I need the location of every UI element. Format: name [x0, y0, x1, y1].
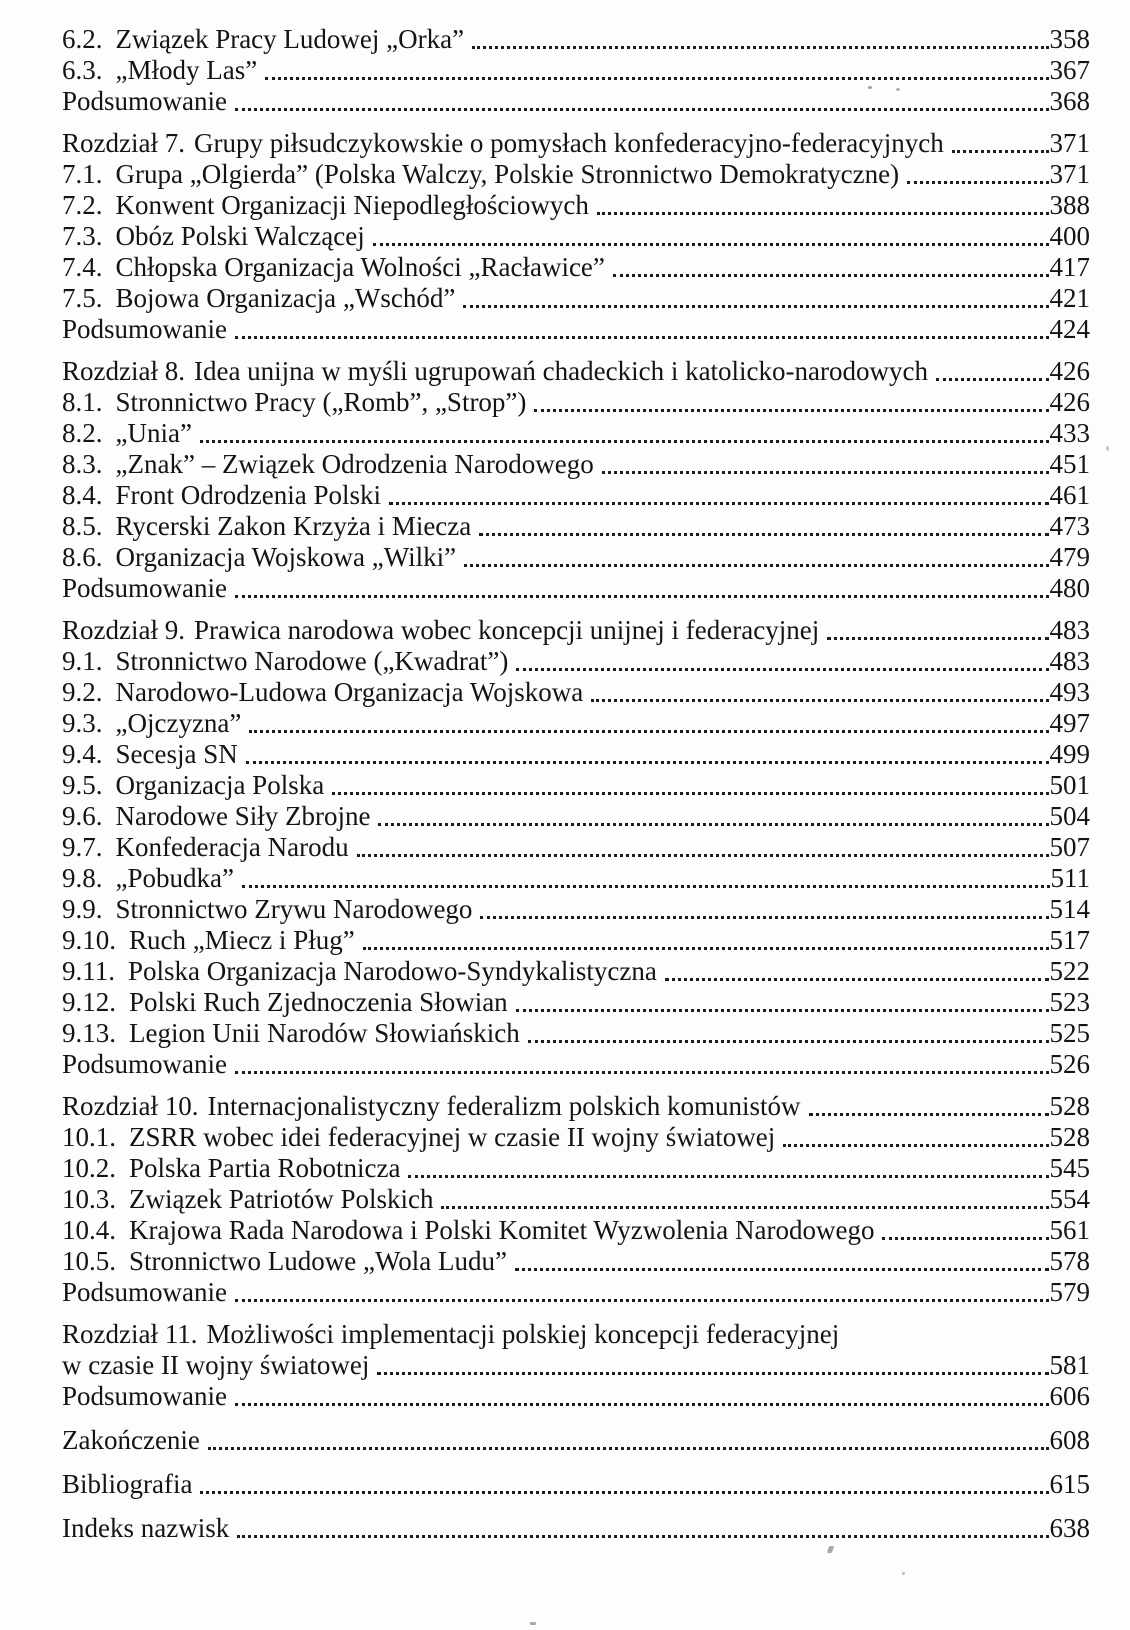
- page-number: 451: [1049, 449, 1090, 479]
- section-number: 10.2.: [62, 1153, 116, 1183]
- section-number: 9.4.: [62, 739, 103, 769]
- scan-artifact: [902, 1572, 905, 1575]
- dot-leader: [265, 77, 1048, 80]
- dot-leader: [235, 595, 1049, 598]
- toc-entry: [62, 987, 1090, 1018]
- page-number: 426: [1049, 387, 1090, 417]
- dot-leader: [378, 823, 1048, 826]
- page-number: 367: [1049, 55, 1090, 85]
- scan-artifact: [896, 88, 900, 91]
- toc-entry: [62, 956, 1090, 987]
- section-number: 9.5.: [62, 770, 103, 800]
- entry-title: Secesja SN: [115, 739, 238, 769]
- toc-entry: [62, 832, 1090, 863]
- entry-title: ZSRR wobec idei federacyjnej w czasie II wojny światowej: [129, 1122, 776, 1152]
- page-number: 525: [1049, 1018, 1090, 1048]
- entry-title: Możliwości implementacji polskiej koncepcji federacyjnej: [206, 1319, 840, 1349]
- entry-title: „Znak” – Związek Odrodzenia Narodowego: [115, 449, 594, 479]
- dot-leader: [377, 1372, 1048, 1375]
- entry-title: Stronnictwo Narodowe („Kwadrat”): [115, 646, 509, 676]
- page-number: 504: [1049, 801, 1090, 831]
- section-number: 10.4.: [62, 1215, 116, 1245]
- dot-leader: [408, 1175, 1048, 1178]
- page-number: 358: [1049, 24, 1090, 54]
- entry-title: Organizacja Wojskowa „Wilki”: [115, 542, 457, 572]
- section-number: 7.5.: [62, 283, 103, 313]
- entry-title: Zakończenie: [62, 1425, 200, 1455]
- section-number: 7.3.: [62, 221, 103, 251]
- toc-list: [62, 24, 1090, 1544]
- page-number: 421: [1049, 283, 1090, 313]
- toc-entry: [62, 739, 1090, 770]
- section-number: 9.11.: [62, 956, 115, 986]
- dot-leader: [208, 1447, 1049, 1450]
- dot-leader: [472, 46, 1048, 49]
- entry-title: Idea unijna w myśli ugrupowań chadeckich i katolicko-narodowych: [193, 356, 928, 386]
- toc-entry: [62, 1469, 1090, 1500]
- entry-title: Chłopska Organizacja Wolności „Racławice”: [115, 252, 605, 282]
- dot-leader: [200, 440, 1049, 443]
- entry-title: Narodowe Siły Zbrojne: [115, 801, 371, 831]
- toc-entry: [62, 128, 1090, 159]
- page-number: 545: [1049, 1153, 1090, 1183]
- page-number: 606: [1049, 1381, 1090, 1411]
- section-number: 8.4.: [62, 480, 103, 510]
- page-number: 514: [1049, 894, 1090, 924]
- entry-title: Bibliografia: [62, 1469, 193, 1499]
- page-number: 507: [1049, 832, 1090, 862]
- toc-entry: [62, 511, 1090, 542]
- entry-title: Stronnictwo Ludowe „Wola Ludu”: [129, 1246, 507, 1276]
- page-number: 517: [1049, 925, 1090, 955]
- entry-title: „Ojczyzna”: [115, 708, 242, 738]
- toc-entry: [62, 646, 1090, 677]
- dot-leader: [463, 305, 1048, 308]
- toc-entry: [62, 1122, 1090, 1153]
- dot-leader: [882, 1237, 1048, 1240]
- section-number: 6.2.: [62, 24, 103, 54]
- entry-title: Indeks nazwisk: [62, 1513, 230, 1543]
- dot-leader: [480, 916, 1048, 919]
- section-number: 7.1.: [62, 159, 103, 189]
- chapter-number: Rozdział 11.: [62, 1319, 198, 1349]
- dot-leader: [246, 761, 1049, 764]
- section-number: 9.6.: [62, 801, 103, 831]
- chapter-number: Rozdział 10.: [62, 1091, 199, 1121]
- entry-title: Konwent Organizacji Niepodległościowych: [115, 190, 589, 220]
- page-number: 461: [1049, 480, 1090, 510]
- entry-title: Organizacja Polska: [115, 770, 325, 800]
- scan-artifact: [530, 1622, 536, 1625]
- page-number: 368: [1049, 86, 1090, 116]
- page-number: 480: [1049, 573, 1090, 603]
- section-number: 9.12.: [62, 987, 116, 1017]
- section-number: 10.1.: [62, 1122, 116, 1152]
- dot-leader: [235, 1071, 1049, 1074]
- entry-title: Front Odrodzenia Polski: [115, 480, 381, 510]
- dot-leader: [602, 471, 1049, 474]
- entry-title: Polski Ruch Zjednoczenia Słowian: [129, 987, 508, 1017]
- toc-entry: [62, 55, 1090, 86]
- dot-leader: [907, 181, 1048, 184]
- entry-title: Bojowa Organizacja „Wschód”: [115, 283, 456, 313]
- toc-entry: [62, 283, 1090, 314]
- toc-entry: [62, 894, 1090, 925]
- section-number: 9.13.: [62, 1018, 116, 1048]
- page-number: 528: [1049, 1091, 1090, 1121]
- entry-title: Polska Partia Robotnicza: [129, 1153, 401, 1183]
- entry-title: Legion Unii Narodów Słowiańskich: [129, 1018, 520, 1048]
- toc-entry: [62, 1049, 1090, 1080]
- page-number: 400: [1049, 221, 1090, 251]
- entry-title: „Młody Las”: [115, 55, 258, 85]
- page-number: 638: [1049, 1513, 1090, 1543]
- page-number: 426: [1049, 356, 1090, 386]
- page-number: 417: [1049, 252, 1090, 282]
- entry-title: Podsumowanie: [62, 86, 227, 116]
- section-number: 9.9.: [62, 894, 103, 924]
- chapter-number: Rozdział 7.: [62, 128, 185, 158]
- dot-leader: [783, 1144, 1048, 1147]
- toc-entry: [62, 677, 1090, 708]
- section-number: 9.2.: [62, 677, 103, 707]
- page-number: 554: [1049, 1184, 1090, 1214]
- dot-leader: [479, 533, 1048, 536]
- scan-artifact: [827, 1546, 835, 1553]
- section-number: 10.3.: [62, 1184, 116, 1214]
- toc-entry: [62, 1350, 1090, 1381]
- page-number: 499: [1049, 739, 1090, 769]
- toc-entry: [62, 708, 1090, 739]
- toc-entry: [62, 24, 1090, 55]
- dot-leader: [534, 409, 1048, 412]
- dot-leader: [235, 1299, 1049, 1302]
- page-number: 501: [1049, 770, 1090, 800]
- toc-entry: [62, 1319, 1090, 1350]
- section-number: 7.4.: [62, 252, 103, 282]
- dot-leader: [235, 336, 1049, 339]
- page-number: 371: [1049, 159, 1090, 189]
- dot-leader: [235, 1403, 1049, 1406]
- section-number: 8.3.: [62, 449, 103, 479]
- page-number: 561: [1049, 1215, 1090, 1245]
- toc-entry: [62, 1277, 1090, 1308]
- section-number: 9.8.: [62, 863, 103, 893]
- page-number: 433: [1049, 418, 1090, 448]
- entry-title: Podsumowanie: [62, 1049, 227, 1079]
- page-number: 473: [1049, 511, 1090, 541]
- entry-title: Grupa „Olgierda” (Polska Walczy, Polskie Stronnictwo Demokratyczne): [115, 159, 900, 189]
- toc-entry: [62, 1184, 1090, 1215]
- page-number: 424: [1049, 314, 1090, 344]
- toc-entry: [62, 542, 1090, 573]
- dot-leader: [249, 730, 1048, 733]
- page-number: 497: [1049, 708, 1090, 738]
- toc-entry: [62, 1246, 1090, 1277]
- page-number: 522: [1049, 956, 1090, 986]
- toc-entry: [62, 1091, 1090, 1122]
- chapter-number: Rozdział 9.: [62, 615, 185, 645]
- entry-title: Rycerski Zakon Krzyża i Miecza: [115, 511, 472, 541]
- toc-entry: [62, 480, 1090, 511]
- toc-entry: [62, 190, 1090, 221]
- toc-entry: [62, 1425, 1090, 1456]
- toc-entry: [62, 925, 1090, 956]
- dot-leader: [827, 637, 1048, 640]
- section-number: 8.1.: [62, 387, 103, 417]
- toc-entry: [62, 1153, 1090, 1184]
- entry-title: „Pobudka”: [115, 863, 234, 893]
- toc-entry: [62, 86, 1090, 117]
- toc-entry: [62, 1215, 1090, 1246]
- dot-leader: [332, 792, 1048, 795]
- entry-title: Podsumowanie: [62, 1277, 227, 1307]
- toc-entry: [62, 770, 1090, 801]
- entry-title: Polska Organizacja Narodowo-Syndykalistyczna: [128, 956, 657, 986]
- dot-leader: [464, 564, 1048, 567]
- dot-leader: [441, 1206, 1048, 1209]
- entry-title: Podsumowanie: [62, 314, 227, 344]
- toc-entry: [62, 252, 1090, 283]
- toc-entry: [62, 615, 1090, 646]
- scan-artifact: [868, 86, 872, 89]
- page-number: 526: [1049, 1049, 1090, 1079]
- dot-leader: [389, 502, 1049, 505]
- page-number: 493: [1049, 677, 1090, 707]
- section-number: 9.10.: [62, 925, 116, 955]
- section-number: 9.3.: [62, 708, 103, 738]
- page-number: 581: [1049, 1350, 1090, 1380]
- dot-leader: [516, 1009, 1049, 1012]
- dot-leader: [591, 699, 1048, 702]
- section-number: 8.6.: [62, 542, 103, 572]
- page-number: 528: [1049, 1122, 1090, 1152]
- section-number: 6.3.: [62, 55, 103, 85]
- section-number: 9.7.: [62, 832, 103, 862]
- scan-artifact: [1106, 446, 1109, 451]
- dot-leader: [936, 378, 1049, 381]
- toc-entry: [62, 159, 1090, 190]
- entry-title: Podsumowanie: [62, 1381, 227, 1411]
- toc-entry: [62, 387, 1090, 418]
- entry-title: Grupy piłsudczykowskie o pomysłach konfederacyjno-federacyjnych: [193, 128, 944, 158]
- dot-leader: [516, 668, 1048, 671]
- toc-entry: [62, 1018, 1090, 1049]
- chapter-number: Rozdział 8.: [62, 356, 185, 386]
- page-number: 511: [1050, 863, 1090, 893]
- entry-title: „Unia”: [115, 418, 192, 448]
- toc-entry: [62, 418, 1090, 449]
- page-number: 483: [1049, 615, 1090, 645]
- toc-entry: [62, 573, 1090, 604]
- toc-entry: [62, 1513, 1090, 1544]
- dot-leader: [665, 978, 1049, 981]
- dot-leader: [237, 1535, 1048, 1538]
- entry-title: Narodowo-Ludowa Organizacja Wojskowa: [115, 677, 584, 707]
- toc-entry: [62, 221, 1090, 252]
- toc-entry: [62, 863, 1090, 894]
- dot-leader: [363, 947, 1049, 950]
- section-number: 9.1.: [62, 646, 103, 676]
- entry-title: Stronnictwo Zrywu Narodowego: [115, 894, 473, 924]
- entry-title: Stronnictwo Pracy („Romb”, „Strop”): [115, 387, 527, 417]
- toc-entry: [62, 356, 1090, 387]
- dot-leader: [515, 1268, 1049, 1271]
- section-number: 8.5.: [62, 511, 103, 541]
- dot-leader: [200, 1491, 1048, 1494]
- entry-title: Krajowa Rada Narodowa i Polski Komitet Wyzwolenia Narodowego: [129, 1215, 875, 1245]
- entry-title: Konfederacja Narodu: [115, 832, 349, 862]
- dot-leader: [597, 212, 1049, 215]
- dot-leader: [242, 885, 1050, 888]
- toc-entry: [62, 1381, 1090, 1412]
- toc-entry: [62, 314, 1090, 345]
- section-number: 8.2.: [62, 418, 103, 448]
- dot-leader: [952, 150, 1049, 153]
- section-number: 10.5.: [62, 1246, 116, 1276]
- toc-entry: [62, 801, 1090, 832]
- page-number: 579: [1049, 1277, 1090, 1307]
- entry-title: Związek Patriotów Polskich: [129, 1184, 434, 1214]
- entry-title: Internacjonalistyczny federalizm polskich komunistów: [207, 1091, 801, 1121]
- entry-title: Podsumowanie: [62, 573, 227, 603]
- page-number: 388: [1049, 190, 1090, 220]
- entry-title: Prawica narodowa wobec koncepcji unijnej i federacyjnej: [193, 615, 820, 645]
- page-number: 523: [1049, 987, 1090, 1017]
- entry-title: Obóz Polski Walczącej: [115, 221, 365, 251]
- page-number: 615: [1049, 1469, 1090, 1499]
- section-number: 7.2.: [62, 190, 103, 220]
- dot-leader: [357, 854, 1049, 857]
- page-number: 371: [1049, 128, 1090, 158]
- page-number: 578: [1049, 1246, 1090, 1276]
- dot-leader: [235, 108, 1049, 111]
- page-number: 479: [1049, 542, 1090, 572]
- dot-leader: [528, 1040, 1049, 1043]
- page-number: 483: [1049, 646, 1090, 676]
- entry-title: w czasie II wojny światowej: [62, 1350, 370, 1380]
- dot-leader: [613, 274, 1049, 277]
- entry-title: Ruch „Miecz i Pług”: [129, 925, 355, 955]
- dot-leader: [373, 243, 1049, 246]
- entry-title: Związek Pracy Ludowej „Orka”: [115, 24, 465, 54]
- dot-leader: [809, 1113, 1049, 1116]
- toc-entry: [62, 449, 1090, 480]
- page-number: 608: [1049, 1425, 1090, 1455]
